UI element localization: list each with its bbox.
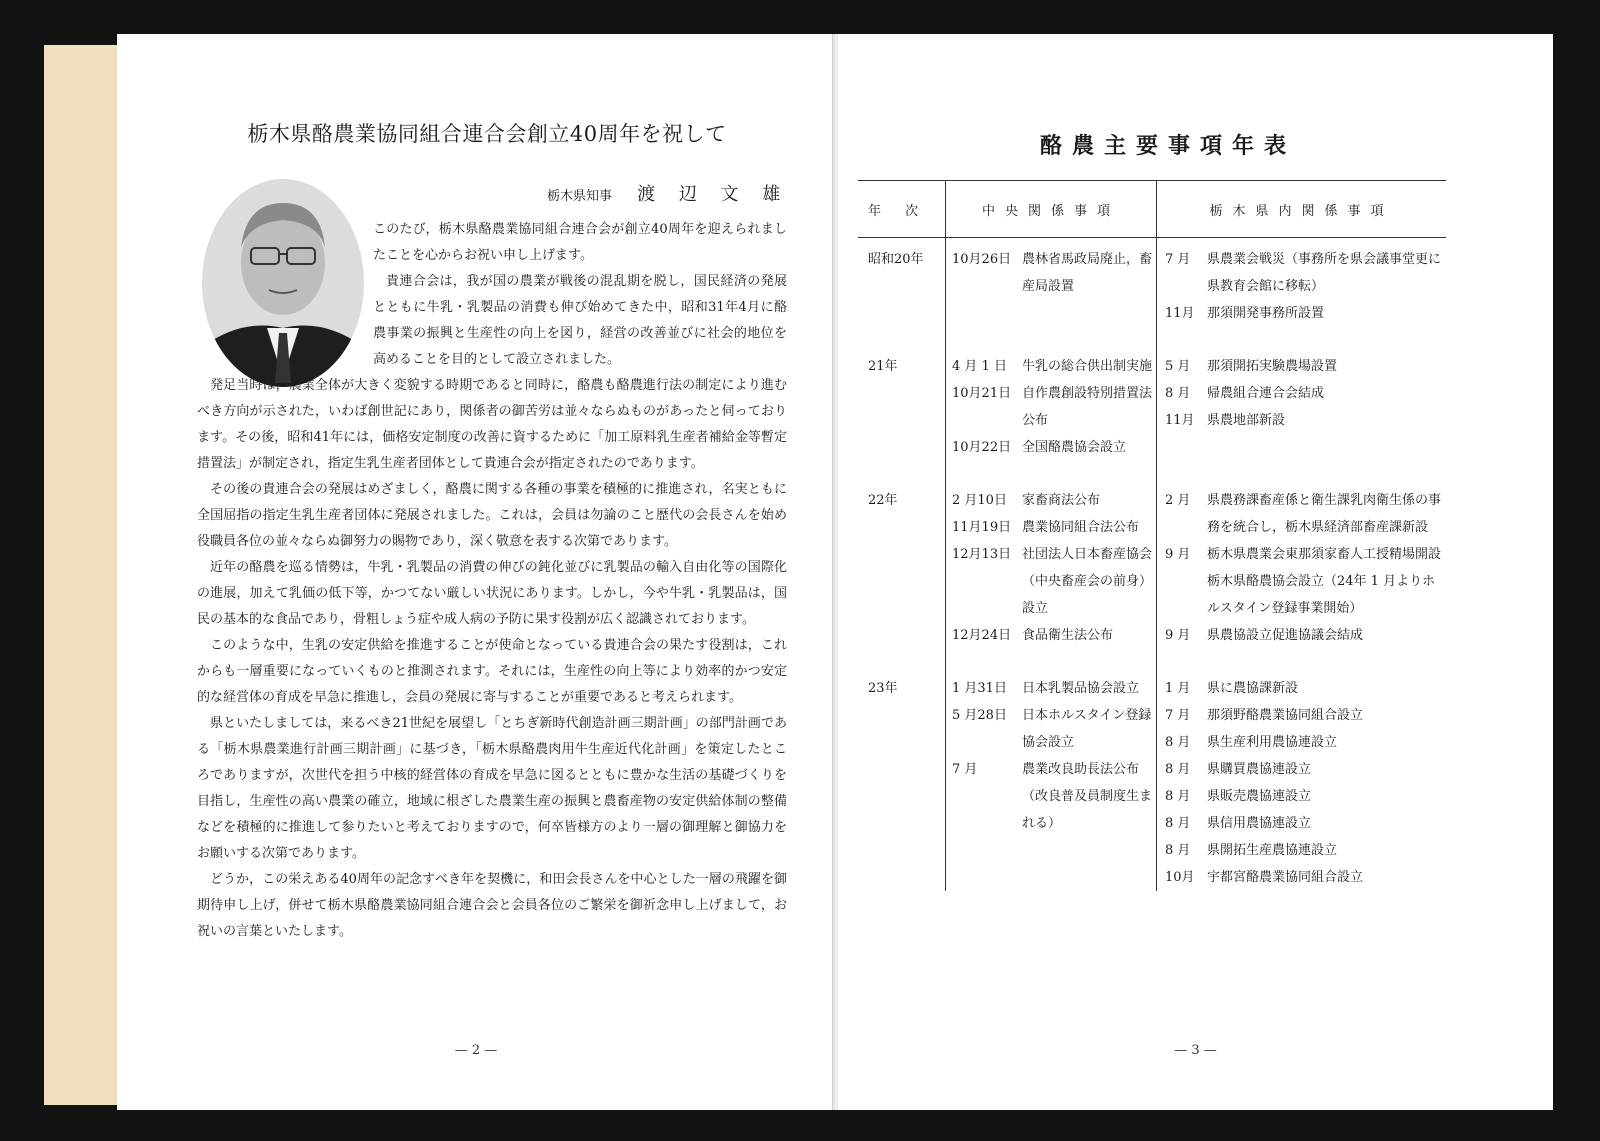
year-cell: 22年 [868,493,898,508]
event-entry [1157,541,1446,568]
event-text: 農業協同組合法公布 [1022,520,1140,535]
central-events-cell [946,327,1157,461]
event-entry [946,702,1156,756]
event-text: 帰農組合連合会結成 [1207,386,1325,401]
event-text: 自作農創設特別措置法公布 [1022,386,1153,428]
header-year: 年 次 [858,181,946,238]
event-entry [946,541,1156,622]
event-entry [946,514,1156,541]
event-date: 10月 [1165,870,1195,885]
event-date: 8 月 [1165,762,1191,777]
event-date: 11月 [1165,306,1195,321]
event-entry [946,675,1156,702]
event-date: 10月22日 [952,440,1012,455]
event-text: 那須野酪農業協同組合設立 [1207,708,1364,723]
event-text: 社団法人日本畜産協会（中央畜産会の前身）設立 [1022,547,1153,616]
paragraph: 近年の酪農を巡る情勢は，牛乳・乳製品の消費の伸びの鈍化並びに乳製品の輸入自由化等の国際化の進展，加えて乳価の低下等，かつてない厳しい状況にあります。しかし，今や牛乳・乳製品は，国民の基本的な食品であり，骨粗しょう症や成人病の予防に果す役割が広く認識されております。 [197,560,787,627]
event-date: 4 月 1 日 [952,359,1007,374]
event-date: 8 月 [1165,735,1191,750]
event-date: 8 月 [1165,816,1191,831]
table-header-row [858,181,1446,238]
event-text: 栃木県酪農協会設立（24年 1 月よりホルスタイン登録事業開始） [1207,574,1436,616]
event-text: 那須開拓実験農場設置 [1207,359,1338,374]
author-line [547,180,789,206]
chronology-table [858,180,1446,891]
year-cell: 23年 [868,681,898,696]
event-entry [1157,783,1446,810]
table-row [858,327,1446,461]
event-date: 7 月 [952,762,978,777]
greeting-text [197,217,787,945]
event-text: 県農地部新設 [1207,413,1286,428]
header-central: 中央関係事項 [946,181,1157,238]
event-date: 1 月31日 [952,681,1007,696]
event-entry [946,487,1156,514]
event-text: 農業改良助長法公布（改良普及員制度生まれる） [1022,762,1153,831]
event-entry [1157,810,1446,837]
event-text: 日本ホルスタイン登録協会設立 [1022,708,1152,750]
prefecture-events-cell [1157,649,1447,891]
event-text: 県農協設立促進協議会結成 [1207,628,1364,643]
event-date: 9 月 [1165,547,1191,562]
prefecture-events-cell [1157,327,1447,461]
event-text: 県農業会戦災（事務所を県会議事堂更に県教育会館に移転） [1207,252,1442,294]
event-date [1157,568,1207,622]
event-text: 県販売農協連設立 [1207,789,1312,804]
event-entry [1157,756,1446,783]
paragraph: その後の貴連合会の発展はめざましく，酪農に関する各種の事業を積極的に推進され，名実ともに全国屈指の指定生乳生産者団体に発展されました。これは，会員は勿論のこと歴代の会長さんを始め役職員各位の並々ならぬ御努力の賜物であり，深く敬意を表する次第であります。 [197,482,787,549]
event-text: 全国酪農協会設立 [1022,440,1127,455]
prefecture-events-cell [1157,461,1447,649]
event-entry [1157,622,1446,649]
central-events-cell [946,649,1157,891]
event-date: 2 月 [1165,493,1191,508]
paragraph: 発足当時は，農業全体が大きく変貌する時期であると同時に，酪農も酪農進行法の制定により進むべき方向が示された，いわば創世記にあり，関係者の御苦労は並々ならぬものがあったと伺っております。その後，昭和41年には，価格安定制度の改善に資するために「加工原料乳生産者補給金等暫定措置法」が制定され，指定生乳生産者団体として貴連合会が指定されたのであります。 [197,378,787,471]
event-date: 1 月 [1165,681,1191,696]
author-role: 栃木県知事 [547,189,613,204]
central-events-cell [946,461,1157,649]
event-date: 8 月 [1165,843,1191,858]
event-date: 9 月 [1165,628,1191,643]
event-date: 8 月 [1165,789,1191,804]
event-text: 県開拓生産農協連設立 [1207,843,1338,858]
page-number: — 3 — [1174,1043,1217,1058]
event-entry [1157,864,1446,891]
paragraph: 貴連合会は，我が国の農業が戦後の混乱期を脱し，国民経済の発展とともに牛乳・乳製品の消費も伸び始めてきた中，昭和31年4月に酪農事業の振興と生産性の向上を図り，経営の改善並びに社会的地位を高めることを目的として設立されました。 [373,274,787,367]
event-date: 11月19日 [952,520,1012,535]
chronology-title: 酪農主要事項年表 [1039,133,1296,159]
event-text: 栃木県農業会東那須家畜人工授精場開設 [1207,547,1442,562]
event-entry [1157,353,1446,380]
table-row [858,649,1446,891]
page-title: 栃木県酪農業協同組合連合会創立40周年を祝して [247,122,727,146]
event-date: 12月13日 [952,547,1012,562]
event-entry [1157,380,1446,407]
event-text: 日本乳製品協会設立 [1022,681,1140,696]
event-text: 宇都宮酪農業協同組合設立 [1207,870,1364,885]
event-date: 8 月 [1165,386,1191,401]
event-text: 農林省馬政局廃止，畜産局設置 [1022,252,1153,294]
right-page [838,34,1553,1110]
event-date: 10月21日 [952,386,1012,401]
event-date: 5 月 [1165,359,1191,374]
header-prefecture: 栃木県内関係事項 [1157,181,1447,238]
left-page [117,34,835,1110]
event-entry [946,622,1156,649]
event-date: 7 月 [1165,252,1191,267]
event-date: 5 月28日 [952,708,1007,723]
event-entry [1157,487,1446,541]
event-text: 家畜商法公布 [1022,493,1101,508]
author-name: 渡 辺 文 雄 [637,184,790,205]
year-cell: 昭和20年 [868,252,924,267]
paragraph: 県といたしましては，来るべき21世紀を展望し「とちぎ新時代創造計画三期計画」の部門計画である「栃木県農業進行計画三期計画」に基づき，「栃木県酪農肉用牛生産近代化計画」を策定したところでありますが，次世代を担う中核的経営体の育成を早急に図るとともに豊かな生活の基礎づくりを目指し，生産性の高い農業の確立，地域に根ざした農業生産の振興と農畜産物の安定供給体制の整備などを積極的に推進して参りたいと考えておりますので，何卒皆様方のより一層の御理解と御協力をお願いする次第であります。 [197,716,787,861]
event-text: 牛乳の総合供出制実施 [1022,359,1153,374]
event-entry [946,434,1156,461]
event-date: 11月 [1165,413,1195,428]
event-entry [1157,568,1446,622]
event-text: 県購買農協連設立 [1207,762,1312,777]
event-entry [946,246,1156,300]
paragraph: このような中，生乳の安定供給を推進することが使命となっている貴連合会の果たす役割は，これからも一層重要になっていくものと推測されます。それには，生産性の向上等により効率的かつ安定的な経営体の育成を早急に推進し，会員の発展に寄与することが重要であると考えられます。 [197,638,787,705]
event-entry [1157,675,1446,702]
event-entry [946,353,1156,380]
page-number: — 2 — [454,1043,498,1058]
event-text: 県信用農協連設立 [1207,816,1312,831]
event-date: 7 月 [1165,708,1191,723]
event-entry [1157,300,1446,327]
event-entry [946,380,1156,434]
event-entry [1157,246,1446,300]
event-text: 県生産利用農協連設立 [1207,735,1338,750]
event-text: 那須開発事務所設置 [1207,306,1325,321]
event-entry [1157,729,1446,756]
event-entry [1157,407,1446,434]
event-date: 2 月10日 [952,493,1007,508]
event-text: 食品衛生法公布 [1022,628,1114,643]
central-events-cell [946,238,1157,328]
event-entry [1157,837,1446,864]
prefecture-events-cell [1157,238,1447,328]
event-text: 県に農協課新設 [1207,681,1299,696]
event-entry [946,756,1156,837]
table-row [858,238,1446,328]
year-cell: 21年 [868,359,898,374]
paragraph: どうか，この栄えある40周年の記念すべき年を契機に，和田会長さんを中心とした一層の飛躍を御期待申し上げ，併せて栃木県酪農業協同組合連合会と会員各位のご繁栄を御祈念申し上げまして，お祝いの言葉といたします。 [197,872,787,939]
event-entry [1157,702,1446,729]
event-text: 県農務課畜産係と衛生課乳肉衛生係の事務を統合し，栃木県経済部畜産課新設 [1207,493,1442,535]
table-row [858,461,1446,649]
event-date: 12月24日 [952,628,1012,643]
paragraph: このたび，栃木県酪農業協同組合連合会が創立40周年を迎えられましたことを心からお祝い申し上げます。 [373,222,787,263]
event-date: 10月26日 [952,252,1012,267]
